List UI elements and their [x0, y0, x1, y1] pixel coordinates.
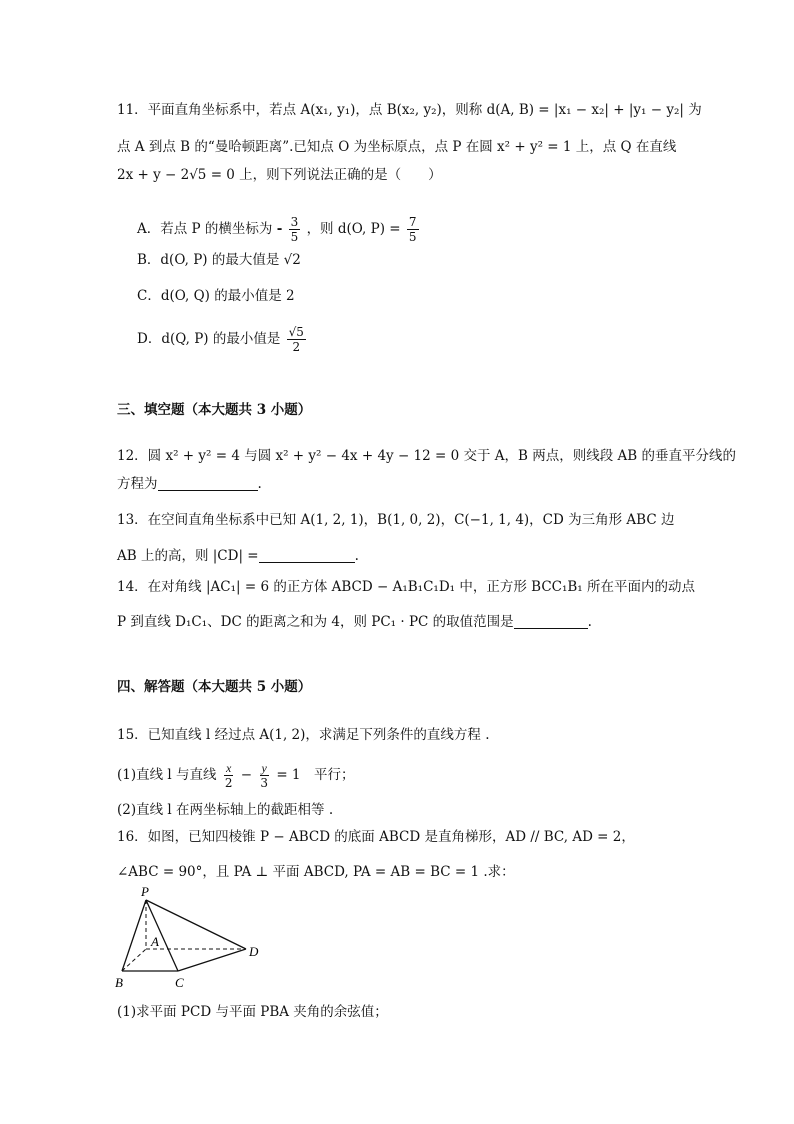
q11-option-b: B．d(O, P) 的最大值是 √2	[137, 252, 301, 268]
q14-line2-text: P 到直线 D₁C₁、DC 的距离之和为 4，则 PC₁ · PC 的取值范围是	[117, 614, 514, 630]
fraction-denominator: 5	[408, 230, 417, 244]
edge-cd	[178, 949, 246, 971]
vertex-label-p: P	[141, 884, 149, 899]
fraction-numerator: y	[261, 761, 267, 775]
vertex-label-a: A	[151, 934, 159, 949]
fraction-x-over-2	[223, 761, 235, 790]
option-a-middle: ，则 d(O, P) =	[306, 221, 401, 237]
q13-line1: 13．在空间直角坐标系中已知 A(1, 2, 1)，B(1, 0, 2)，C(−1, 1, 4)，CD 为三角形 ABC 边	[117, 512, 675, 528]
minus-sign: -	[276, 221, 283, 237]
fraction-numerator: x	[225, 761, 232, 775]
q11-option-d	[137, 322, 308, 356]
pyramid-figure	[105, 880, 275, 995]
q16-line1: 16．如图，已知四棱锥 P − ABCD 的底面 ABCD 是直角梯形，AD // BC, AD = 2，	[117, 829, 635, 845]
q11-line1: 11．平面直角坐标系中，若点 A(x₁, y₁)，点 B(x₂, y₂)，则称 d(A, B) = |x₁ − x₂| + |y₁ − y₂| 为	[117, 102, 702, 118]
q16-part1: (1)求平面 PCD 与平面 PBA 夹角的余弦值；	[117, 1004, 388, 1020]
q12-line1: 12．圆 x² + y² = 4 与圆 x² + y² − 4x + 4y − 12 = 0 交于 A，B 两点，则线段 AB 的垂直平分线的	[117, 448, 737, 464]
vertex-label-c: C	[175, 975, 184, 990]
q15-part2: (2)直线 l 在两坐标轴上的截距相等 .	[117, 802, 334, 818]
q11-option-c: C．d(O, Q) 的最小值是 2	[137, 288, 295, 304]
q12-line2	[117, 474, 262, 494]
q12-line2-end: .	[257, 476, 262, 492]
fraction-denominator: 2	[292, 340, 301, 354]
fraction-y-over-3	[258, 761, 270, 790]
option-d-prefix: D．d(Q, P) 的最小值是	[137, 331, 281, 347]
q11-line2: 点 A 到点 B 的“曼哈顿距离”.已知点 O 为坐标原点，点 P 在圆 x² + y² = 1 上，点 Q 在直线	[117, 139, 677, 155]
q11-option-a	[137, 213, 421, 245]
fraction-three-fifths	[289, 215, 301, 244]
q14-line1: 14．在对角线 |AC₁| = 6 的正方体 ABCD − A₁B₁C₁D₁ 中，正方形 BCC₁B₁ 所在平面内的动点	[117, 579, 696, 595]
section-four-heading: 四、解答题（本大题共 5 小题）	[117, 679, 312, 695]
fraction-seven-fifths	[407, 215, 419, 244]
section-three-heading: 三、填空题（本大题共 3 小题）	[117, 402, 312, 418]
q15-part1-prefix: (1)直线 l 与直线	[117, 767, 217, 783]
q13-line2-text: AB 上的高，则 |CD| =	[117, 548, 259, 564]
q13-line2	[117, 546, 359, 566]
fraction-denominator: 5	[290, 230, 299, 244]
edge-pd	[146, 900, 246, 949]
q11-line3: 2x + y − 2√5 = 0 上，则下列说法正确的是（ ）	[117, 167, 442, 183]
q15-line1: 15．已知直线 l 经过点 A(1, 2)，求满足下列条件的直线方程 .	[117, 727, 490, 743]
fraction-root5-over-2	[287, 325, 306, 354]
q16-line2: ∠ABC = 90°，且 PA ⊥ 平面 ABCD, PA = AB = BC = 1 .求：	[117, 864, 515, 880]
answer-blank	[158, 476, 258, 491]
answer-blank	[259, 548, 355, 563]
fraction-numerator: 7	[408, 215, 417, 229]
vertex-label-d: D	[249, 944, 259, 959]
fraction-numerator: 3	[290, 215, 299, 229]
q14-line2-end: .	[587, 614, 592, 630]
fraction-denominator: 2	[224, 776, 233, 790]
fraction-numerator: √5	[288, 325, 304, 339]
q13-line2-end: .	[354, 548, 359, 564]
q14-line2	[117, 612, 592, 632]
q15-part1	[117, 758, 355, 792]
option-a-prefix: A．若点 P 的横坐标为	[137, 221, 273, 237]
answer-blank	[514, 614, 588, 629]
vertex-label-b: B	[115, 975, 123, 990]
minus-sign: −	[240, 767, 253, 783]
fraction-denominator: 3	[260, 776, 269, 790]
q15-part1-suffix: = 1 平行；	[276, 767, 355, 783]
q12-line2-text: 方程为	[117, 476, 158, 492]
